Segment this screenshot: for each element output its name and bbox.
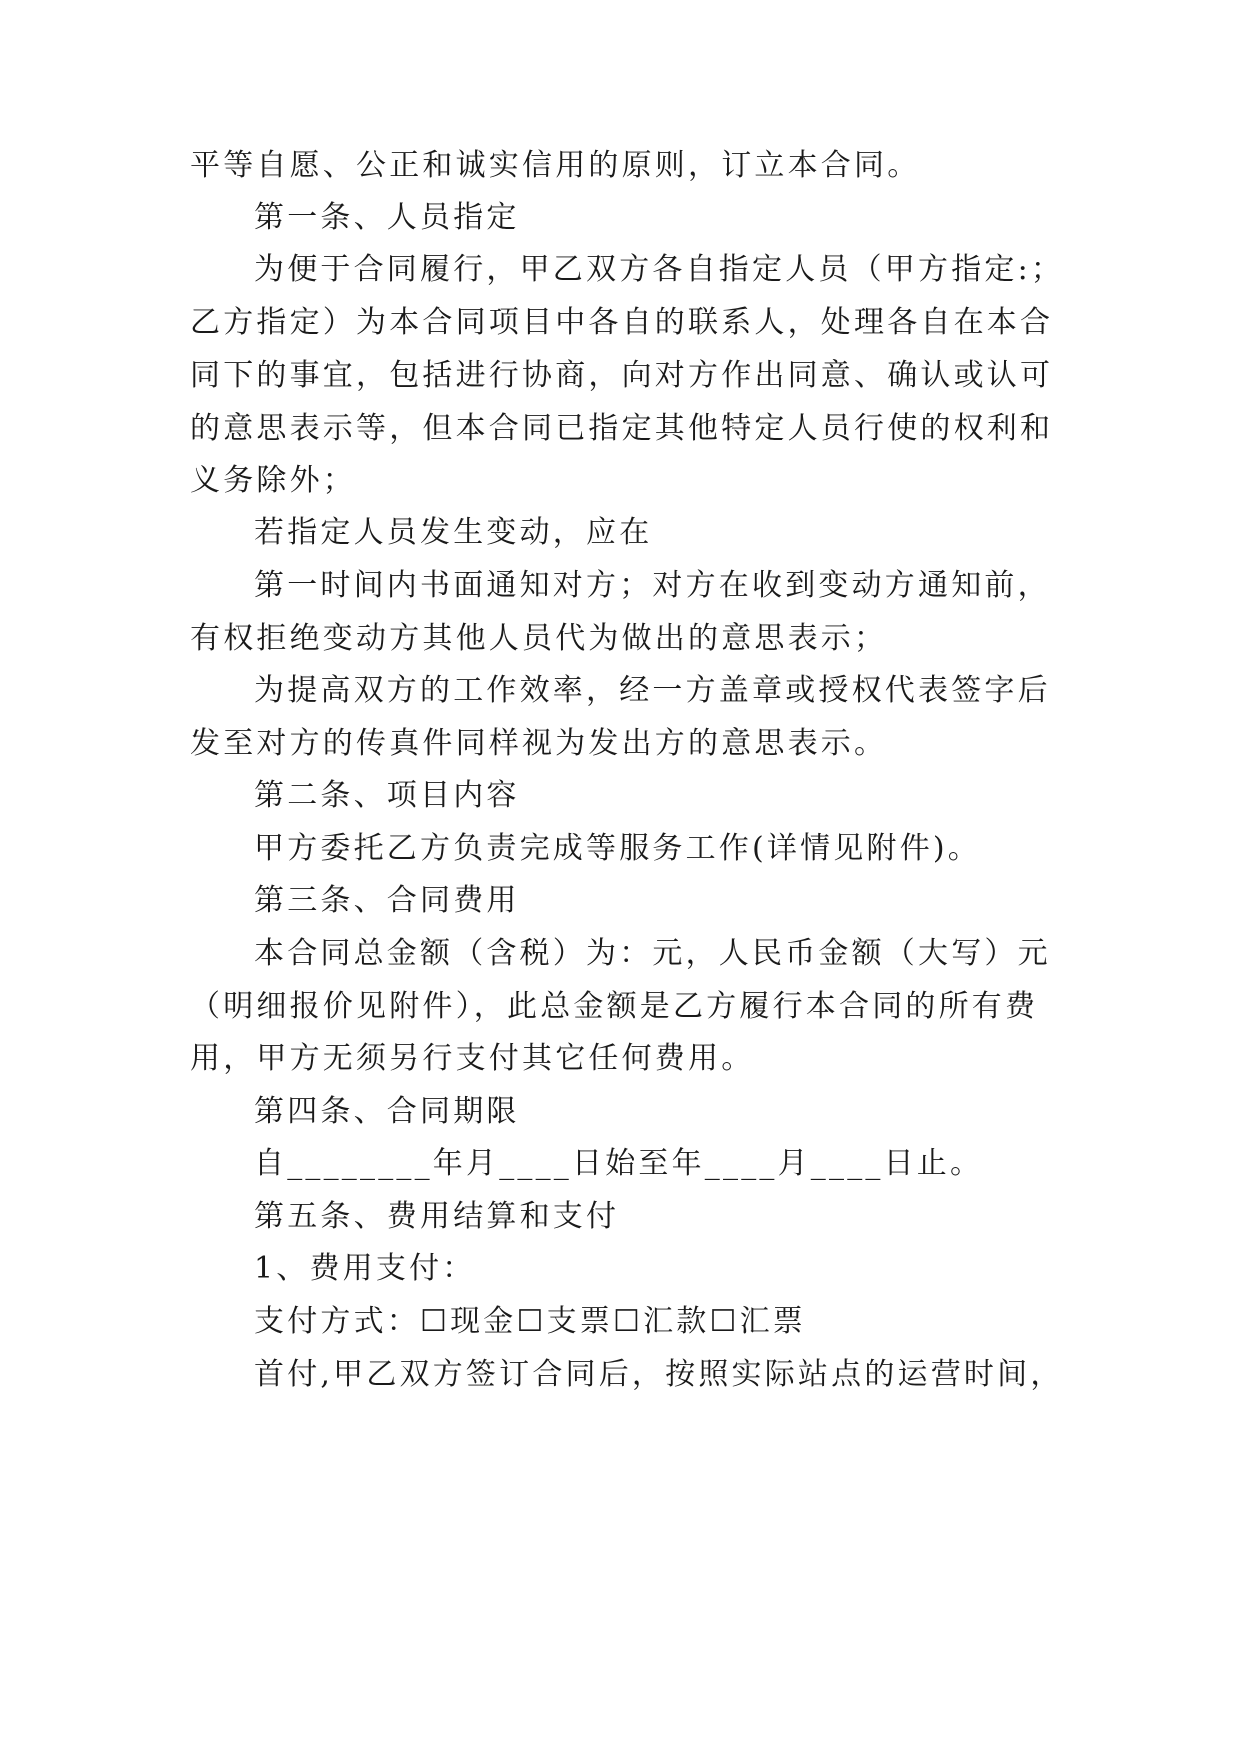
paragraph-line: （明细报价见附件），此总金额是乙方履行本合同的所有费 [190,989,1039,1024]
section-heading-1: 第一条、人员指定 [254,200,520,235]
paragraph-line: 第一时间内书面通知对方；对方在收到变动方通知前， [254,568,1051,603]
section-heading-2: 第二条、项目内容 [254,778,520,813]
body-text-line: 平等自愿、公正和诚实信用的原则，订立本合同。 [190,148,921,183]
paragraph-line: 的意思表示等，但本合同已指定其他特定人员行使的权利和 [190,411,1054,446]
paragraph-line: 用，甲方无须另行支付其它任何费用。 [190,1041,755,1076]
paragraph-line: 本合同总金额（含税）为：元，人民币金额（大写）元 [254,936,1051,971]
paragraph-line: 甲方委托乙方负责完成等服务工作(详情见附件)。 [254,831,982,866]
paragraph-line: 首付,甲乙双方签订合同后，按照实际站点的运营时间， [254,1357,1064,1392]
section-heading-5: 第五条、费用结算和支付 [254,1199,620,1234]
payment-method-line: 支付方式：☐现金☐支票☐汇款☐汇票 [254,1304,806,1339]
paragraph-line: 自________年月____日始至年____月____日止。 [254,1146,984,1181]
section-heading-3: 第三条、合同费用 [254,883,520,918]
paragraph-line: 1、费用支付： [254,1251,476,1286]
paragraph-line: 若指定人员发生变动，应在 [254,515,653,550]
paragraph-line: 有权拒绝变动方其他人员代为做出的意思表示； [190,621,888,656]
paragraph-line: 为便于合同履行，甲乙双方各自指定人员（甲方指定:； [254,252,1065,287]
paragraph-line: 为提高双方的工作效率，经一方盖章或授权代表签字后 [254,673,1051,708]
section-heading-4: 第四条、合同期限 [254,1094,520,1129]
paragraph-line: 乙方指定）为本合同项目中各自的联系人，处理各自在本合 [190,305,1054,340]
paragraph-line: 同下的事宜，包括进行协商，向对方作出同意、确认或认可 [190,358,1054,393]
paragraph-line: 发至对方的传真件同样视为发出方的意思表示。 [190,726,888,761]
paragraph-line: 义务除外； [190,463,356,498]
